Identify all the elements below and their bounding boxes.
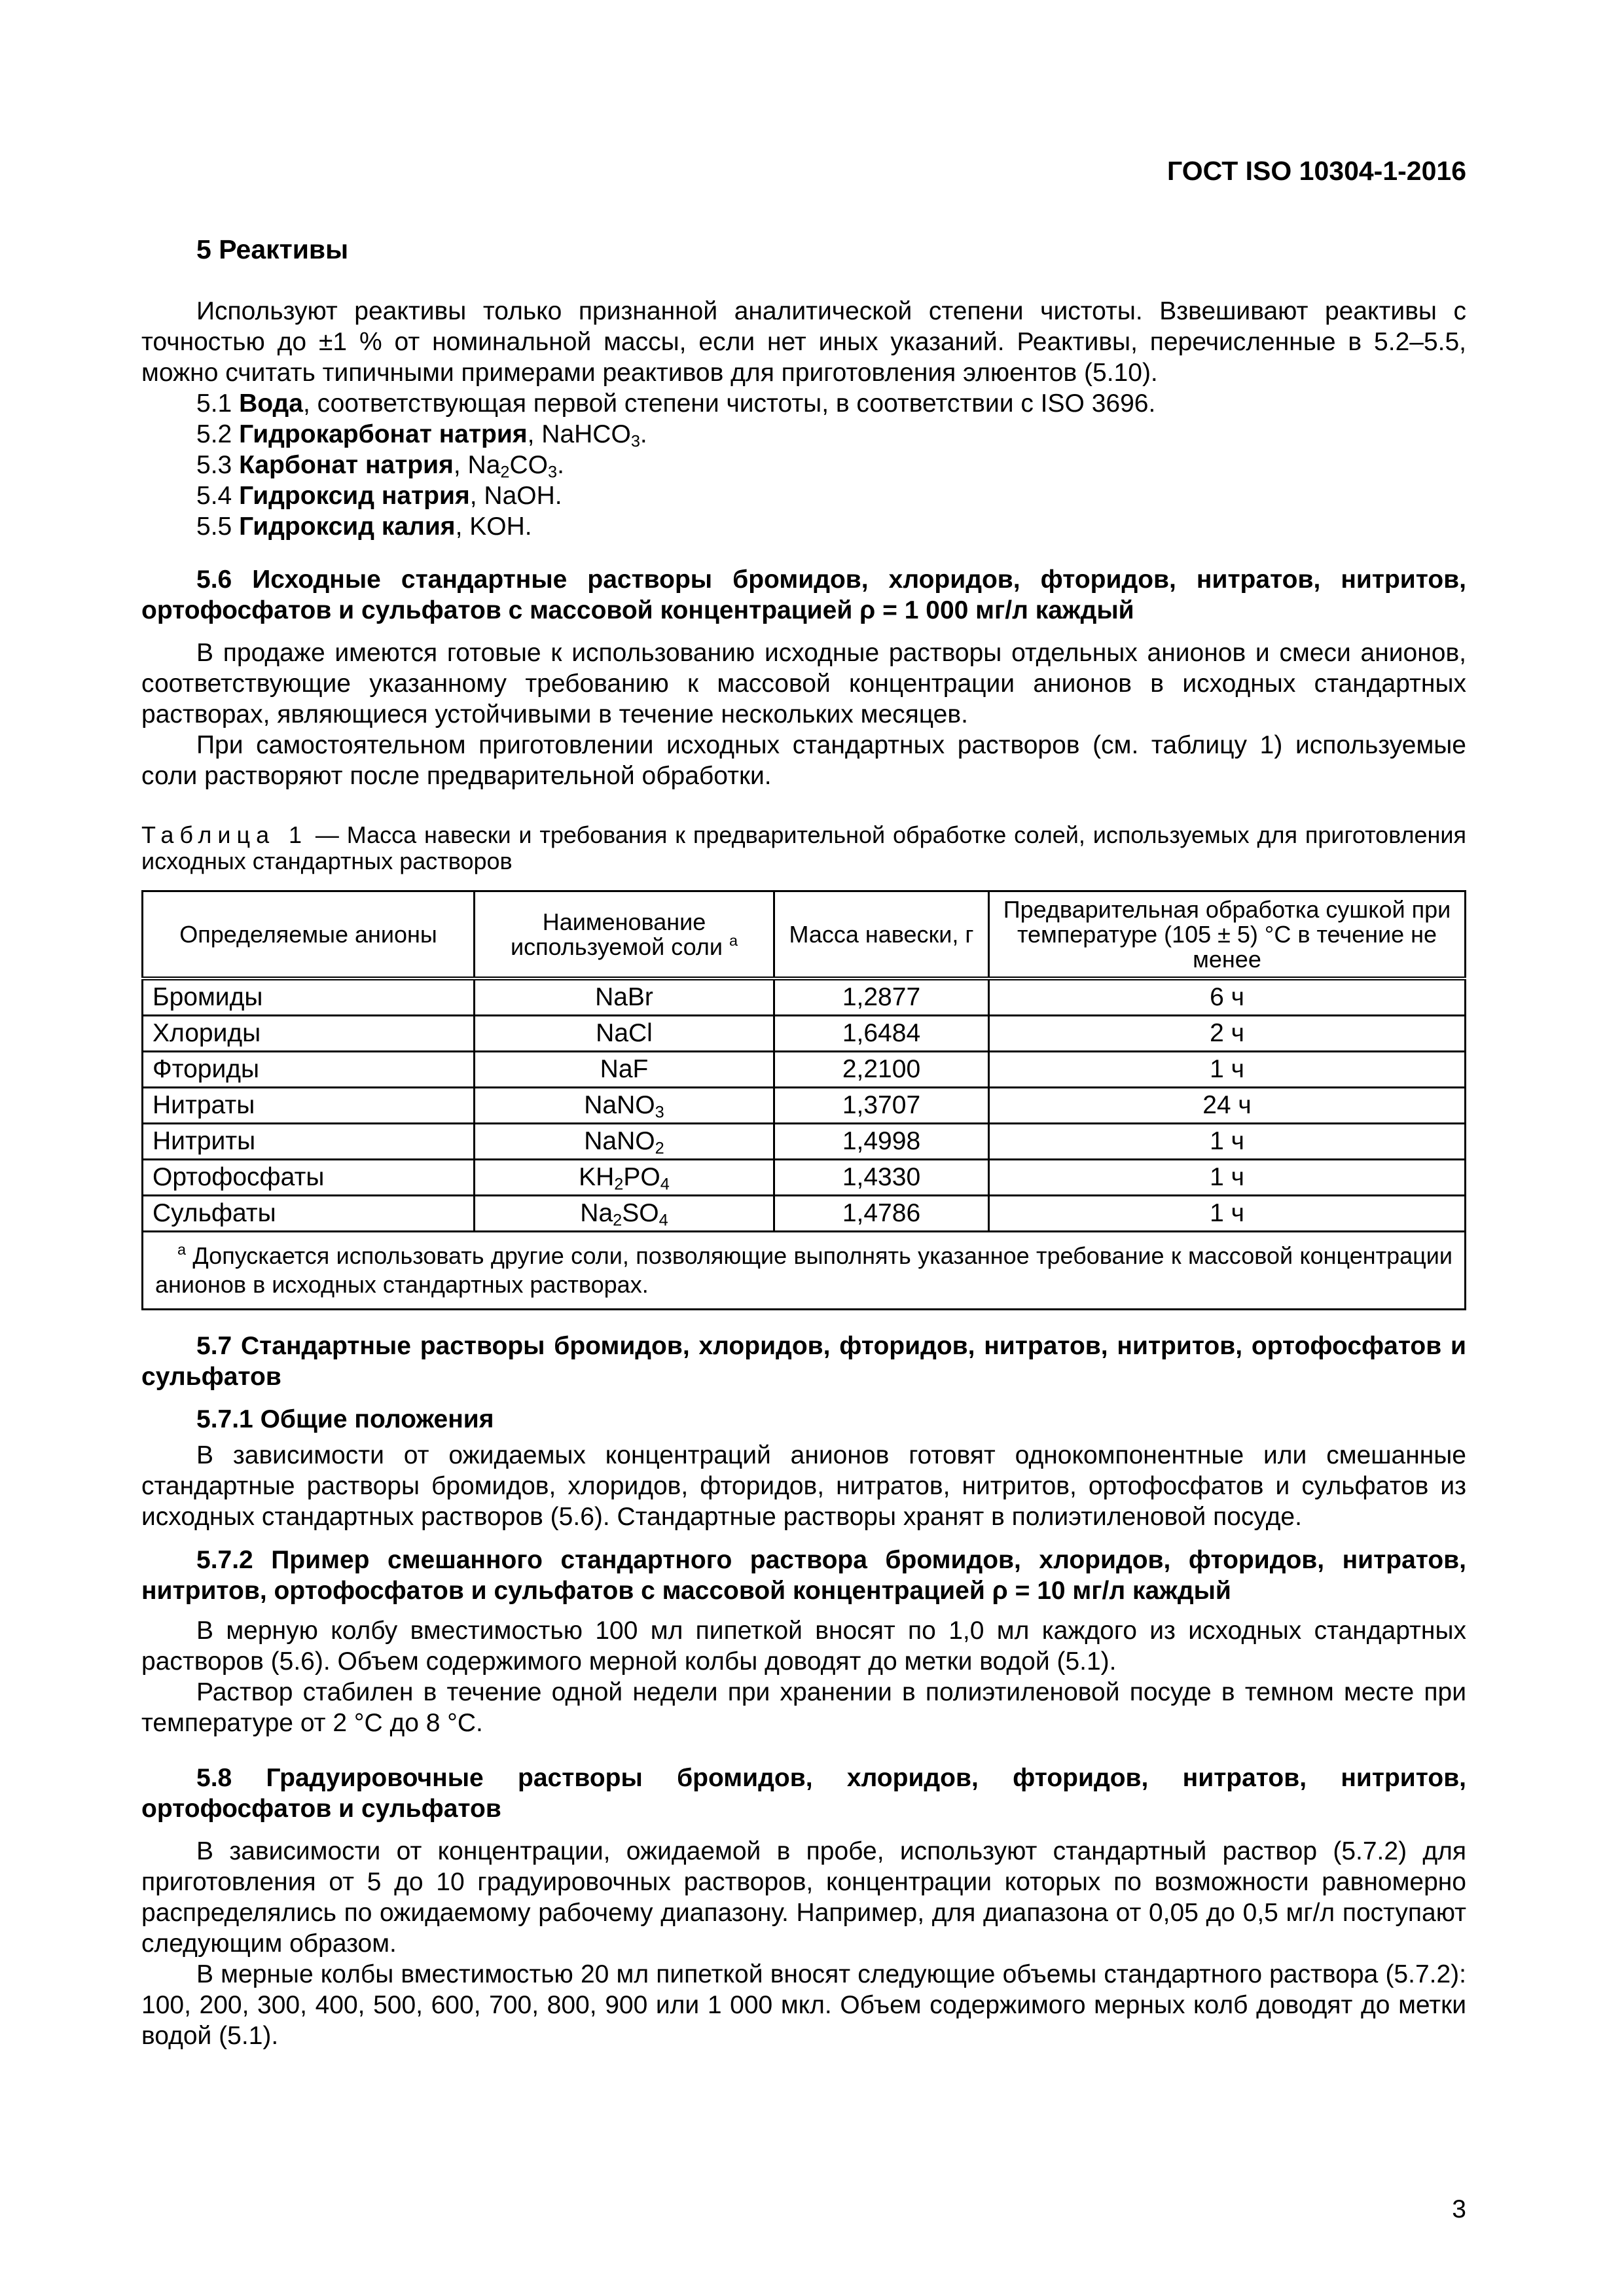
table-footnote-row <box>143 1232 1466 1310</box>
reagent-item <box>141 419 1466 450</box>
cell-salt <box>475 1088 774 1124</box>
text-run: 5.5 <box>196 512 240 541</box>
table-row <box>143 1196 1466 1232</box>
cell-mass: 1,4786 <box>774 1196 989 1232</box>
subscript: 2 <box>500 463 510 482</box>
cell-drying: 24 ч <box>989 1088 1466 1124</box>
text-run: 5.3 <box>196 451 240 479</box>
col-header-salt <box>475 891 774 979</box>
text-run: CO <box>509 451 548 479</box>
subscript: 3 <box>548 463 558 482</box>
cell-salt <box>475 1052 774 1088</box>
cell-salt <box>475 1016 774 1052</box>
text-run: , Na <box>453 451 501 479</box>
section-5-6-heading: 5.6 Исходные стандартные растворы бромидов, хлоридов, фторидов, нитратов, нитритов, ортофосфатов и сульфатов с массовой концентрацией ρ = 1 000 мг/л каждый <box>141 565 1466 624</box>
text-run: NaBr <box>595 983 653 1011</box>
reagent-item <box>141 511 1466 542</box>
footnote-text: Допускается использовать другие соли, позволяющие выполнять указанное требование к массовой концентрации анионов в исходных стандартных растворах. <box>155 1242 1453 1298</box>
section-5-8-para-2: В мерные колбы вместимостью 20 мл пипеткой вносят следующие объемы стандартного раствора (5.7.2): 100, 200, 300, 400, 500, 600, 700, 800, 900 или 1 000 мкл. Объем содержимого мерных колб доводят до метки водой (5.1). <box>141 1960 1466 2050</box>
subscript: 4 <box>659 1211 668 1230</box>
table-1-caption-text: — Масса навески и требования к предварительной обработке солей, используемых для приготовления исходных стандартных растворов <box>141 821 1466 874</box>
cell-mass: 1,6484 <box>774 1016 989 1052</box>
section-5-7-1-para: В зависимости от ожидаемых концентраций анионов готовят однокомпонентные или смешанные стандартные растворы бромидов, хлоридов, фторидов, нитратов, нитритов, ортофосфатов и сульфатов из исходных стандартных растворов (5.6). Стандартные растворы хранят в полиэтиленовой посуде. <box>141 1441 1466 1531</box>
document-id: ГОСТ ISO 10304-1-2016 <box>1167 156 1466 186</box>
text-run: PO <box>623 1163 660 1191</box>
cell-anion: Фториды <box>143 1052 475 1088</box>
table-header-row <box>143 891 1466 979</box>
text-run: NaCl <box>596 1019 653 1047</box>
text-run: , NaHCO <box>527 420 631 448</box>
text-run: 5.2 <box>196 420 240 448</box>
cell-mass: 1,4998 <box>774 1124 989 1160</box>
table-row <box>143 1016 1466 1052</box>
text-run: 5.1 <box>196 389 240 418</box>
section-5-intro: Используют реактивы только признанной аналитической степени чистоты. Взвешивают реактивы с точностью до ±1 % от номинальной массы, если нет иных указаний. Реактивы, перечисленные в 5.2–5.5, можно считать типичными примерами реактивов для приготовления элюентов (5.10). <box>141 297 1466 387</box>
cell-drying: 1 ч <box>989 1052 1466 1088</box>
text-run: , соответствующая первой степени чистоты, в соответствии с ISO 3696. <box>302 389 1156 418</box>
col-header-anions: Определяемые анионы <box>143 891 475 979</box>
section-5-7-2-para-2: Раствор стабилен в течение одной недели при хранении в полиэтиленовой посуде в темном месте при температуре от 2 °С до 8 °С. <box>141 1678 1466 1737</box>
cell-mass: 1,3707 <box>774 1088 989 1124</box>
table-row <box>143 1052 1466 1088</box>
reagent-item <box>141 388 1466 419</box>
cell-anion: Бромиды <box>143 978 475 1016</box>
cell-salt <box>475 1124 774 1160</box>
cell-drying: 1 ч <box>989 1196 1466 1232</box>
cell-drying: 6 ч <box>989 978 1466 1016</box>
note-mark: a <box>177 1240 187 1258</box>
table-row <box>143 978 1466 1016</box>
subscript: 3 <box>630 432 640 451</box>
table-row <box>143 1160 1466 1196</box>
text-run: . <box>640 420 647 448</box>
text-run: SO <box>622 1199 659 1227</box>
table-footnote <box>143 1232 1466 1310</box>
text-run: Na <box>580 1199 613 1227</box>
section-5-6 <box>141 564 1466 791</box>
section-5-title: 5 Реактивы <box>196 234 349 264</box>
section-5-7-1-heading: 5.7.1 Общие положения <box>196 1405 494 1433</box>
cell-salt <box>475 978 774 1016</box>
section-5-body <box>141 296 1466 542</box>
cell-drying: 2 ч <box>989 1016 1466 1052</box>
table-1 <box>141 890 1466 1310</box>
reagent-name: Гидрокарбонат натрия <box>239 420 528 448</box>
cell-anion: Сульфаты <box>143 1196 475 1232</box>
reagent-name: Гидроксид калия <box>239 512 456 541</box>
subscript: 2 <box>613 1211 623 1230</box>
subscript: 2 <box>614 1175 624 1194</box>
cell-salt <box>475 1160 774 1196</box>
reagent-name: Гидроксид натрия <box>239 482 470 510</box>
cell-mass: 2,2100 <box>774 1052 989 1088</box>
col-header-mass: Масса навески, г <box>774 891 989 979</box>
text-run: NaNO <box>584 1127 655 1155</box>
col-header-salt-text: Наименование используемой соли <box>511 908 723 960</box>
cell-mass: 1,2877 <box>774 978 989 1016</box>
reagent-name: Вода <box>239 389 303 418</box>
cell-anion: Хлориды <box>143 1016 475 1052</box>
reagent-name: Карбонат натрия <box>239 451 454 479</box>
section-5-7-heading: 5.7 Стандартные растворы бромидов, хлоридов, фторидов, нитратов, нитритов, ортофосфатов и сульфатов <box>141 1332 1466 1391</box>
col-header-drying: Предварительная обработка сушкой при температуре (105 ± 5) °С в течение не менее <box>989 891 1466 979</box>
text-run: , NaOH. <box>469 482 562 510</box>
section-5-8 <box>141 1763 1466 2051</box>
text-run: . <box>557 451 564 479</box>
cell-anion: Нитриты <box>143 1124 475 1160</box>
table-row <box>143 1124 1466 1160</box>
cell-drying: 1 ч <box>989 1124 1466 1160</box>
section-5-7-2-heading: 5.7.2 Пример смешанного стандартного раствора бромидов, хлоридов, фторидов, нитратов, нитритов, ортофосфатов и сульфатов с массовой концентрацией ρ = 10 мг/л каждый <box>141 1546 1466 1605</box>
subscript: 3 <box>655 1103 664 1122</box>
table-row <box>143 1088 1466 1124</box>
cell-anion: Нитраты <box>143 1088 475 1124</box>
table-1-label: Таблица 1 <box>141 821 308 848</box>
section-5-6-para-2: При самостоятельном приготовлении исходных стандартных растворов (см. таблицу 1) используемые соли растворяют после предварительной обработки. <box>141 731 1466 790</box>
note-mark: a <box>729 931 738 949</box>
text-run: 5.4 <box>196 482 240 510</box>
table-1-caption <box>141 822 1466 874</box>
subscript: 4 <box>660 1175 670 1194</box>
reagent-item <box>141 480 1466 511</box>
text-run: KH <box>579 1163 615 1191</box>
section-5-6-para-1: В продаже имеются готовые к использованию исходные растворы отдельных анионов и смеси анионов, соответствующие указанному требованию к массовой концентрации анионов в исходных стандартных растворах, являющиеся устойчивыми в течение нескольких месяцев. <box>141 639 1466 728</box>
reagent-item <box>141 450 1466 480</box>
text-run: NaNO <box>584 1091 655 1119</box>
cell-anion: Ортофосфаты <box>143 1160 475 1196</box>
cell-mass: 1,4330 <box>774 1160 989 1196</box>
text-run: , KOH. <box>455 512 532 541</box>
section-5-8-para-1: В зависимости от концентрации, ожидаемой в пробе, используют стандартный раствор (5.7.2) для приготовления от 5 до 10 градуировочных растворов, концентрации которых по возможности равномерно распределялись по ожидаемому рабочему диапазону. Например, для диапазона от 0,05 до 0,5 мг/л поступают следующим образом. <box>141 1837 1466 1958</box>
cell-salt <box>475 1196 774 1232</box>
section-5-7-2-para-1: В мерную колбу вместимостью 100 мл пипеткой вносят по 1,0 мл каждого из исходных стандартных растворов (5.6). Объем содержимого мерной колбы доводят до метки водой (5.1). <box>141 1617 1466 1676</box>
cell-drying: 1 ч <box>989 1160 1466 1196</box>
text-run: NaF <box>600 1055 649 1083</box>
subscript: 2 <box>655 1139 664 1158</box>
page-number: 3 <box>1452 2195 1466 2223</box>
section-5-8-heading: 5.8 Градуировочные растворы бромидов, хлоридов, фторидов, нитратов, нитритов, ортофосфатов и сульфатов <box>141 1764 1466 1823</box>
section-5-7 <box>141 1331 1466 1738</box>
reagent-list <box>141 388 1466 542</box>
